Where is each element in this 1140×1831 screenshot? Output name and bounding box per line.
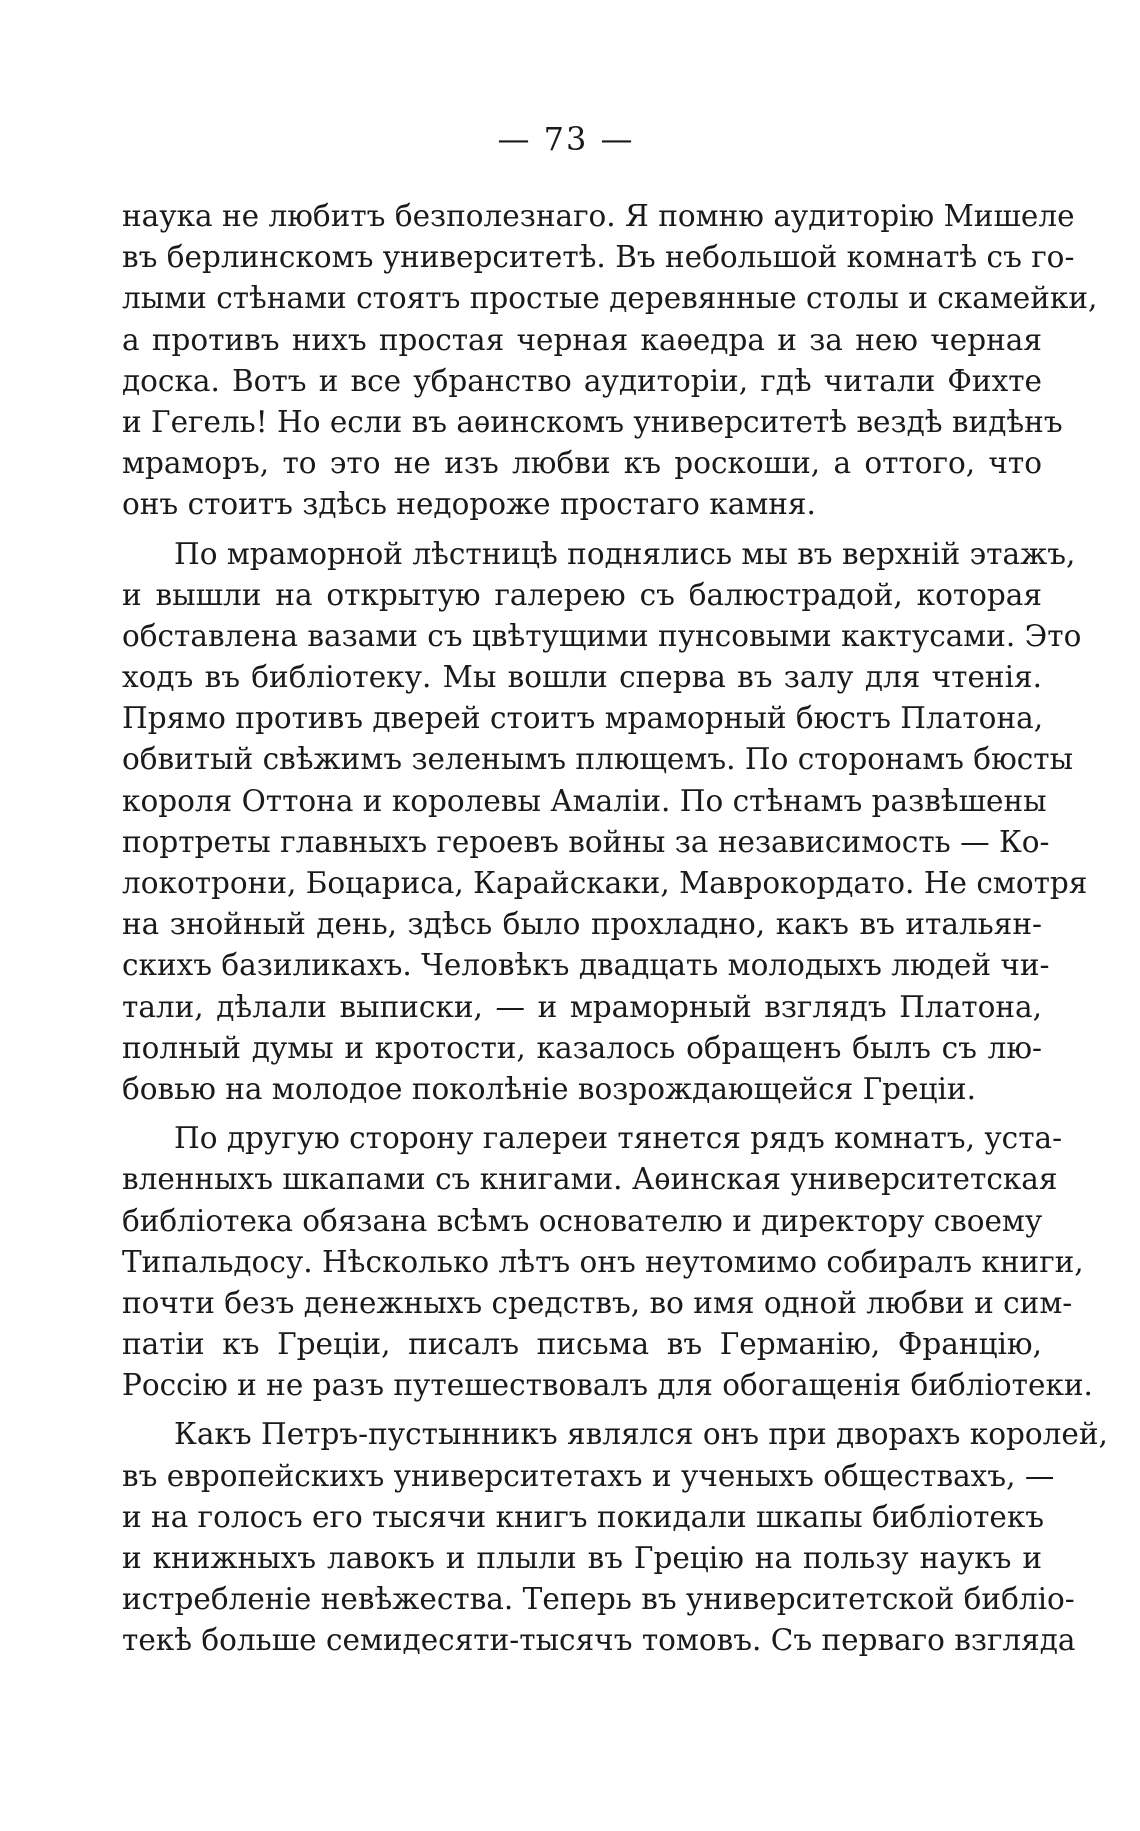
text-line: вленныхъ шкапами съ книгами. Аѳинская университетская [122,1162,1058,1197]
text-line: доска. Вотъ и все убранство аудиторіи, гдѣ читали Фихте [122,363,1042,398]
text-line: полный думы и кротости, казалось обращенъ былъ съ лю- [122,1030,1042,1065]
text-line: на знойный день, здѣсь было прохладно, какъ въ итальян- [122,907,1042,942]
text-line: наука не любитъ безполезнаго. Я помню аудиторію Мишеле [122,199,1075,233]
text-line: локотрони, Боцариса, Карайскаки, Маврокордато. Не смотря [122,866,1088,900]
text-line: По мраморной лѣстницѣ поднялись мы въ верхній этажъ, [174,536,1076,571]
body-text [122,196,1108,1662]
paragraph [122,534,1088,1111]
text-line: лыми стѣнами стоятъ простые деревянные столы и скамейки, [122,281,1098,316]
text-line: ходъ въ библіотеку. Мы вошли сперва въ залу для чтенія. [122,660,1042,695]
text-line: почти безъ денежныхъ средствъ, во имя одной любви и сим- [122,1285,1073,1320]
text-line: онъ стоитъ здѣсь недороже простаго камня. [122,487,816,522]
text-line: По другую сторону галереи тянется рядъ комнатъ, уста- [174,1121,1063,1156]
text-line: въ берлинскомъ университетѣ. Въ небольшой комнатѣ съ го- [122,240,1075,275]
text-line: и на голосъ его тысячи книгъ покидали шкапы библіотекъ [122,1499,1045,1534]
text-line: Типальдосу. Нѣсколько лѣтъ онъ неутомимо собиралъ книги, [122,1244,1084,1279]
text-line: портреты главныхъ героевъ войны за независимость — Ко- [122,824,1050,859]
paragraph [122,196,1098,526]
text-line: Россію и не разъ путешествовалъ для обогащенія библіотеки. [122,1368,1093,1403]
text-line: истребленіе невѣжества. Теперь въ университетской библіо- [122,1582,1075,1617]
text-line: и Гегель! Но если въ аѳинскомъ университетѣ вездѣ видѣнъ [122,404,1063,439]
text-line: бовью на молодое поколѣніе возрождающейся Греціи. [122,1071,976,1106]
paragraph [122,1118,1093,1406]
text-line: Какъ Петръ-пустынникъ являлся онъ при дворахъ королей, [174,1417,1108,1452]
text-line: тали, дѣлали выписки, — и мраморный взглядъ Платона, [122,989,1042,1024]
text-line: мраморъ, то это не изъ любви къ роскоши, а оттого, что [122,446,1042,481]
paragraph [122,1414,1108,1661]
text-line: патіи къ Греціи, писалъ письма въ Германію, Францію, [122,1327,1042,1362]
text-line: а противъ нихъ простая черная каѳедра и за нею черная [122,322,1042,357]
text-line: и вышли на открытую галерею съ балюстрадой, которая [122,577,1042,612]
text-line: библіотека обязана всѣмъ основателю и директору своему [122,1203,1043,1238]
page-number: — 73 — [497,120,635,158]
text-line: скихъ базиликахъ. Человѣкъ двадцать молодыхъ людей чи- [122,948,1050,983]
text-line: обвитый свѣжимъ зеленымъ плющемъ. По сторонамъ бюсты [122,742,1074,777]
text-line: въ европейскихъ университетахъ и ученыхъ обществахъ, — [122,1458,1055,1493]
text-line: короля Оттона и королевы Амаліи. По стѣнамъ развѣшены [122,783,1047,818]
text-line: Прямо противъ дверей стоитъ мраморный бюстъ Платона, [122,701,1044,736]
text-line: и книжныхъ лавокъ и плыли въ Грецію на пользу наукъ и [122,1541,1042,1575]
text-line: текѣ больше семидесяти-тысячъ томовъ. Съ перваго взгляда [122,1623,1076,1658]
text-line: обставлена вазами съ цвѣтущими пунсовыми кактусами. Это [122,618,1082,653]
